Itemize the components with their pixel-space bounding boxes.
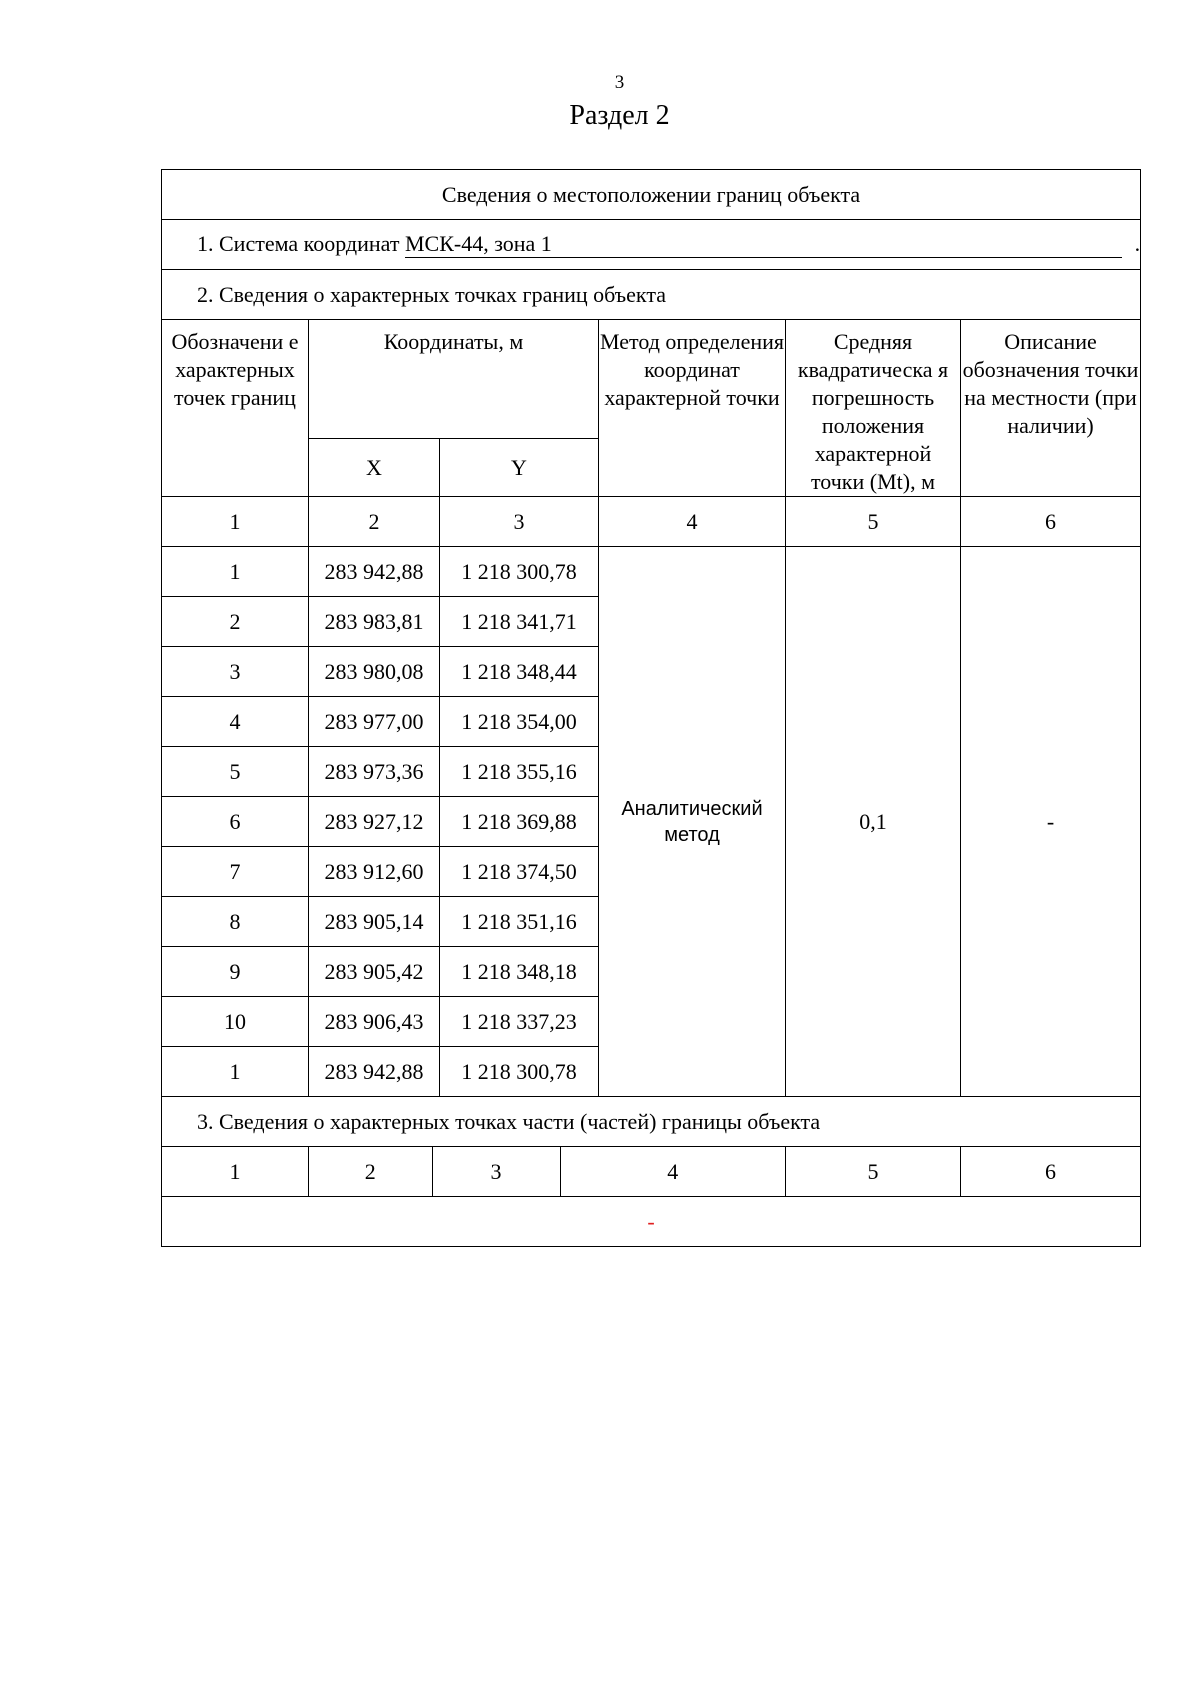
header-method: Метод определения координат характерной точки <box>599 320 786 497</box>
point-designation-cell: 9 <box>162 947 309 997</box>
section-title: Раздел 2 <box>569 100 670 131</box>
point-designation-cell: 8 <box>162 897 309 947</box>
y-coordinate-cell: 1 218 348,18 <box>440 947 599 997</box>
header-y: Y <box>440 439 599 497</box>
x-coordinate-cell: 283 983,81 <box>309 597 440 647</box>
parts-column-number: 6 <box>961 1147 1141 1197</box>
x-coordinate-cell: 283 977,00 <box>309 697 440 747</box>
parts-column-number: 3 <box>432 1147 560 1196</box>
coord-system-value: МСК-44, зона 1 <box>405 231 1122 258</box>
points-heading: 2. Сведения о характерных точках границ объекта <box>162 270 1141 320</box>
parts-column-number: 5 <box>786 1147 961 1197</box>
y-coordinate-cell: 1 218 374,50 <box>440 847 599 897</box>
x-coordinate-cell: 283 927,12 <box>309 797 440 847</box>
error-cell: 0,1 <box>786 547 961 1097</box>
column-number: 4 <box>599 497 786 547</box>
parts-column-number: 1 <box>162 1147 309 1197</box>
x-coordinate-cell: 283 942,88 <box>309 547 440 597</box>
point-designation-cell: 4 <box>162 697 309 747</box>
y-coordinate-cell: 1 218 337,23 <box>440 997 599 1047</box>
y-coordinate-cell: 1 218 355,16 <box>440 747 599 797</box>
parts-value: - <box>162 1197 1141 1247</box>
header-description: Описание обозначения точки на местности (при наличии) <box>961 320 1141 497</box>
column-number: 2 <box>309 497 440 547</box>
coord-system-end: . <box>1134 231 1141 256</box>
column-number: 1 <box>162 497 309 547</box>
parts-column-number: 2 <box>364 1158 376 1184</box>
x-coordinate-cell: 283 973,36 <box>309 747 440 797</box>
y-coordinate-cell: 1 218 351,16 <box>440 897 599 947</box>
point-designation-cell: 3 <box>162 647 309 697</box>
x-coordinate-cell: 283 905,14 <box>309 897 440 947</box>
coord-system-label: 1. Система координат <box>197 231 405 256</box>
point-designation-cell: 7 <box>162 847 309 897</box>
table-row <box>162 547 1141 597</box>
boundary-table <box>161 169 1141 1247</box>
column-number: 3 <box>440 497 599 547</box>
header-error: Средняя квадратическа я погрешность положения характерной точки (Mt), м <box>786 320 961 497</box>
point-designation-cell: 6 <box>162 797 309 847</box>
y-coordinate-cell: 1 218 300,78 <box>440 547 599 597</box>
y-coordinate-cell: 1 218 348,44 <box>440 647 599 697</box>
parts-column-number: 4 <box>560 1147 785 1196</box>
column-number: 6 <box>961 497 1141 547</box>
method-cell: Аналитический метод <box>599 547 786 1097</box>
point-designation-cell: 5 <box>162 747 309 797</box>
parts-heading: 3. Сведения о характерных точках части (частей) границы объекта <box>162 1097 1141 1147</box>
page-number: 3 <box>614 72 625 93</box>
point-designation-cell: 2 <box>162 597 309 647</box>
coord-system-row <box>162 220 1141 270</box>
header-x: X <box>309 439 440 497</box>
x-coordinate-cell: 283 912,60 <box>309 847 440 897</box>
header-coordinates: Координаты, м <box>309 320 599 439</box>
x-coordinate-cell: 283 906,43 <box>309 997 440 1047</box>
column-number: 5 <box>786 497 961 547</box>
y-coordinate-cell: 1 218 369,88 <box>440 797 599 847</box>
point-designation-cell: 1 <box>162 1047 309 1097</box>
y-coordinate-cell: 1 218 354,00 <box>440 697 599 747</box>
table-title: Сведения о местоположении границ объекта <box>162 170 1141 220</box>
x-coordinate-cell: 283 980,08 <box>309 647 440 697</box>
header-point-designation: Обозначени е характерных точек границ <box>162 320 309 497</box>
y-coordinate-cell: 1 218 341,71 <box>440 597 599 647</box>
point-designation-cell: 10 <box>162 997 309 1047</box>
x-coordinate-cell: 283 905,42 <box>309 947 440 997</box>
point-designation-cell: 1 <box>162 547 309 597</box>
x-coordinate-cell: 283 942,88 <box>309 1047 440 1097</box>
y-coordinate-cell: 1 218 300,78 <box>440 1047 599 1097</box>
description-cell: - <box>961 547 1141 1097</box>
